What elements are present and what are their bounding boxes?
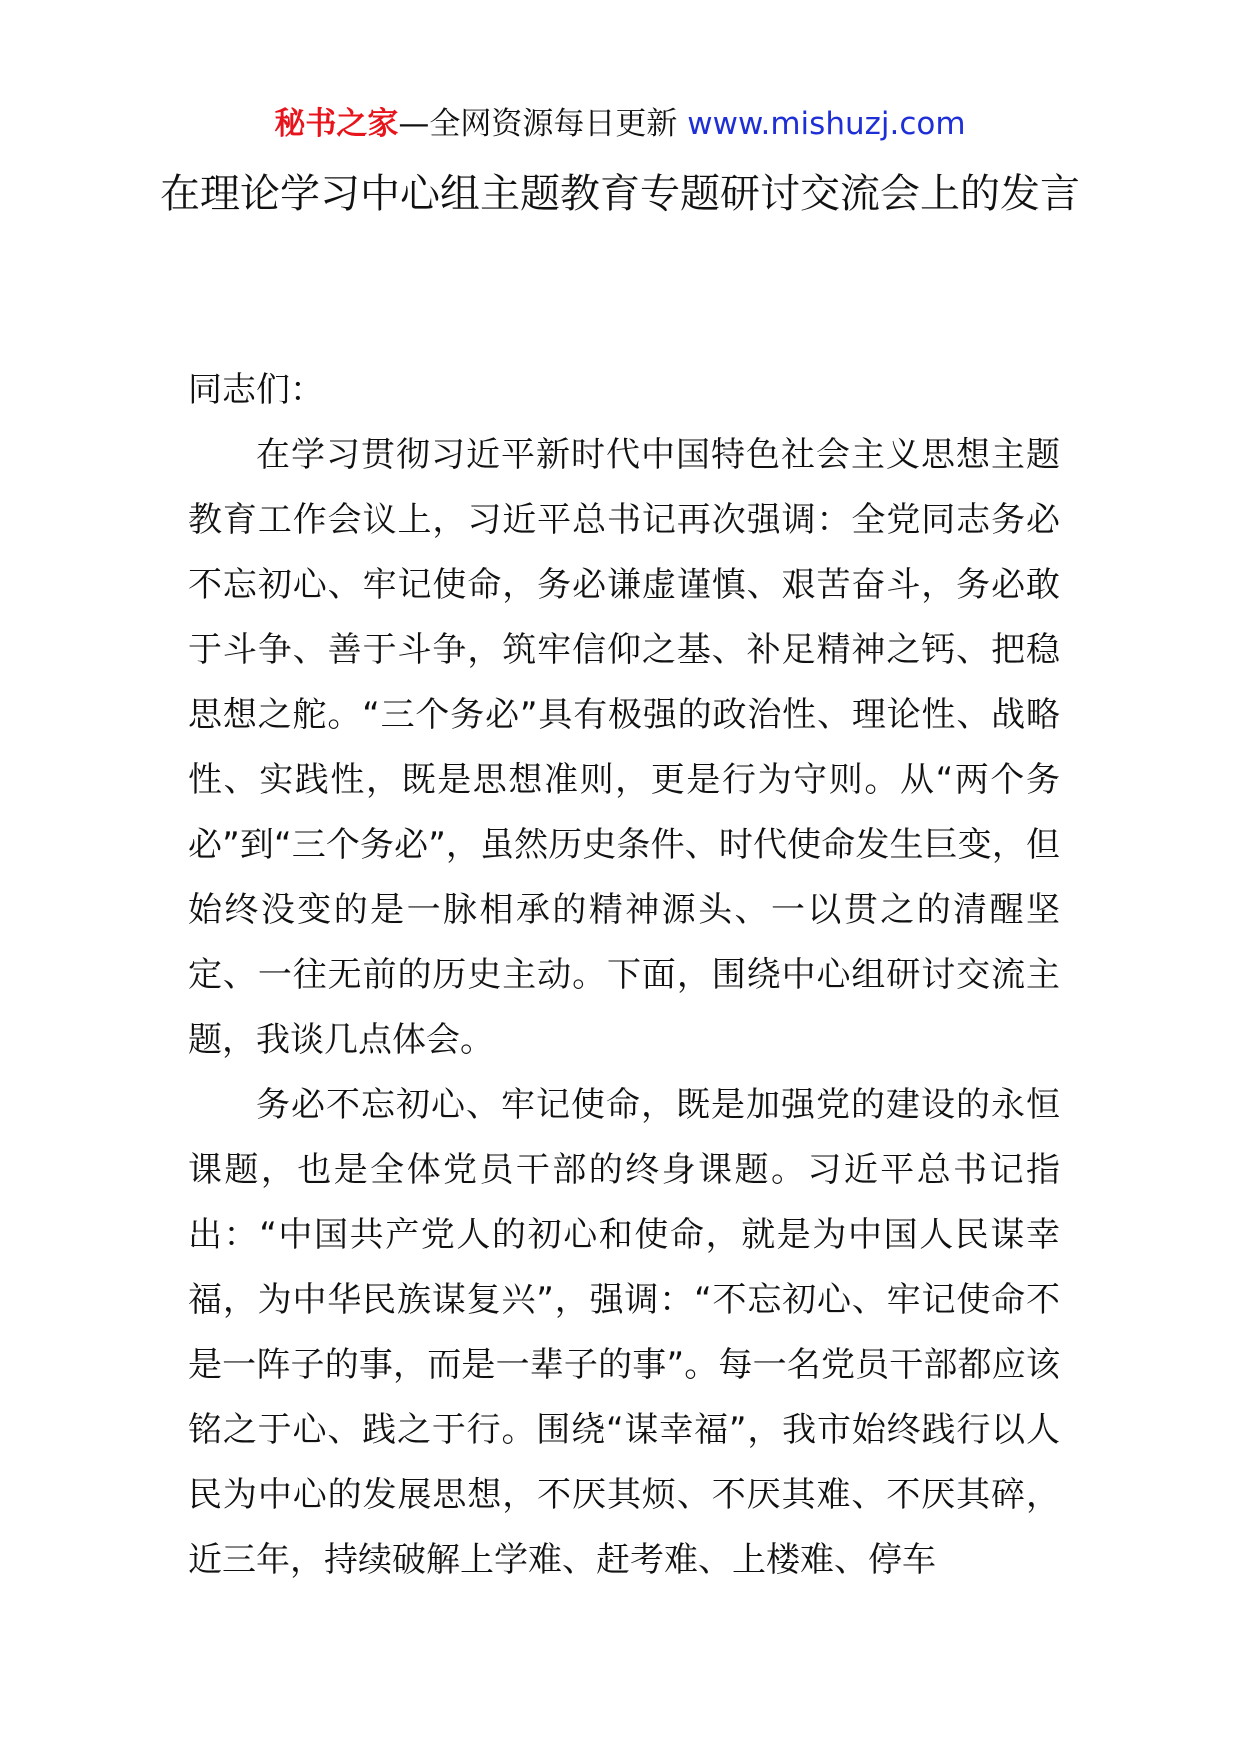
salutation: 同志们：	[188, 370, 324, 410]
paragraph-1: 在学习贯彻习近平新时代中国特色社会主义思想主题教育工作会议上，习近平总书记再次强调：全党同志务必不忘初心、牢记使命，务必谦虚谨慎、艰苦奋斗，务必敢于斗争、善于斗争，筑牢信仰之基、补足精神之钙、把稳思想之舵。“三个务必”具有极强的政治性、理论性、战略性、实践性，既是思想准则，更是行为守则。从“两个务必”到“三个务必”，虽然历史条件、时代使命发生巨变，但始终没变的是一脉相承的精神源头、一以贯之的清醒坚定、一往无前的历史主动。下面，围绕中心组研讨交流主题，我谈几点体会。	[188, 435, 1060, 1060]
header-slogan: —全网资源每日更新	[398, 106, 678, 142]
document-title: 在理论学习中心组主题教育专题研讨交流会上的发言	[160, 171, 1080, 217]
page-header	[0, 100, 1240, 148]
website-link[interactable]: www.mishuzj.com	[687, 106, 966, 142]
document-body	[188, 358, 1060, 1593]
brand-name: 秘书之家	[274, 106, 399, 142]
paragraph-2: 务必不忘初心、牢记使命，既是加强党的建设的永恒课题，也是全体党员干部的终身课题。习近平总书记指出：“中国共产党人的初心和使命，就是为中国人民谋幸福，为中华民族谋复兴”，强调：“不忘初心、牢记使命不是一阵子的事，而是一辈子的事”。每一名党员干部都应该铭之于心、践之于行。围绕“谋幸福”，我市始终践行以人民为中心的发展思想，不厌其烦、不厌其难、不厌其碎，近三年，持续破解上学难、赶考难、上楼难、停车	[188, 1085, 1060, 1580]
